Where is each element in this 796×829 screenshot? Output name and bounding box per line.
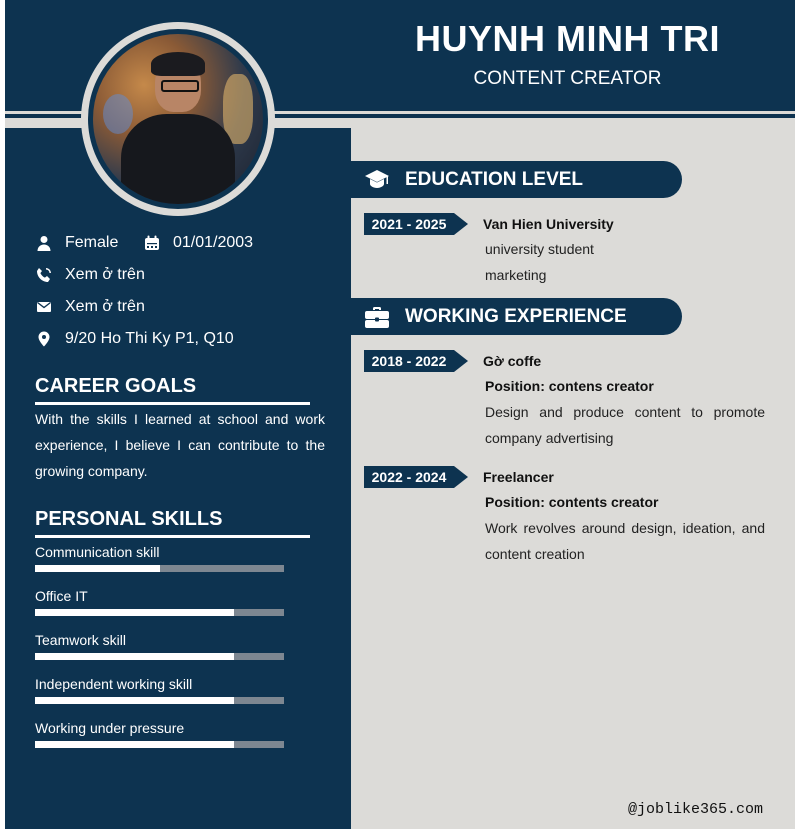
skill-bar [35, 741, 284, 748]
avatar [93, 34, 263, 204]
personal-skills-heading: PERSONAL SKILLS [35, 508, 223, 530]
skill-bar [35, 697, 284, 704]
calendar-icon [143, 234, 161, 252]
skill-label: Independent working skill [35, 676, 193, 692]
skill-fill [35, 609, 234, 616]
skill-fill [35, 565, 160, 572]
date-label: 2022 - 2024 [364, 466, 454, 488]
education-institution: Van Hien University [483, 216, 614, 232]
date-label: 2021 - 2025 [364, 213, 454, 235]
phone-info [35, 266, 145, 284]
person-name: HUYNH MINH TRI [415, 18, 720, 59]
experience-heading: WORKING EXPERIENCE [405, 305, 627, 327]
address-value: 9/20 Ho Thi Ky P1, Q10 [65, 330, 234, 347]
user-icon [35, 234, 53, 252]
resume-page [5, 0, 795, 829]
mail-icon [35, 298, 53, 316]
education-detail: university student [485, 241, 594, 257]
experience-date-tag [364, 350, 468, 372]
graduation-cap-icon [363, 166, 391, 194]
career-goals-text: With the skills I learned at school and work experience, I believe I can contribute to the growing company. [35, 411, 325, 479]
experience-company: Freelancer [483, 469, 554, 485]
job-title: CONTENT CREATOR [473, 68, 662, 89]
email-value: Xem ở trên [65, 298, 145, 315]
footer-watermark: @joblike365.com [628, 801, 764, 818]
gender-value: Female [65, 234, 119, 251]
skill-fill [35, 741, 234, 748]
education-section-tab [351, 161, 682, 198]
email-info [35, 298, 145, 316]
dob-value: 01/01/2003 [173, 234, 254, 251]
skill-label: Working under pressure [35, 720, 185, 736]
gender-info [35, 234, 118, 252]
skill-label: Office IT [35, 588, 88, 604]
career-goals-underline [35, 402, 310, 405]
phone-icon [35, 266, 53, 284]
personal-skills-underline [35, 535, 310, 538]
experience-description: Design and produce content to promote company advertising [485, 404, 765, 446]
dob-info [143, 234, 253, 252]
experience-company: Gờ coffe [483, 353, 542, 369]
experience-position: Position: contens creator [485, 378, 654, 394]
skill-fill [35, 653, 234, 660]
experience-description: Work revolves around design, ideation, and content creation [485, 520, 765, 562]
address-info [35, 330, 234, 348]
skill-bar [35, 609, 284, 616]
education-heading: EDUCATION LEVEL [405, 168, 584, 190]
skill-label: Communication skill [35, 544, 160, 560]
education-detail: marketing [485, 267, 547, 283]
experience-position: Position: contents creator [485, 494, 659, 510]
skill-bar [35, 653, 284, 660]
experience-date-tag [364, 466, 468, 488]
date-label: 2018 - 2022 [364, 350, 454, 372]
career-goals-heading: CAREER GOALS [35, 375, 197, 397]
skill-label: Teamwork skill [35, 632, 127, 648]
phone-value: Xem ở trên [65, 266, 145, 283]
experience-section-tab [351, 298, 682, 335]
briefcase-icon [363, 303, 391, 331]
education-date-tag [364, 213, 468, 235]
skill-fill [35, 697, 234, 704]
skill-bar [35, 565, 284, 572]
location-pin-icon [35, 330, 53, 348]
